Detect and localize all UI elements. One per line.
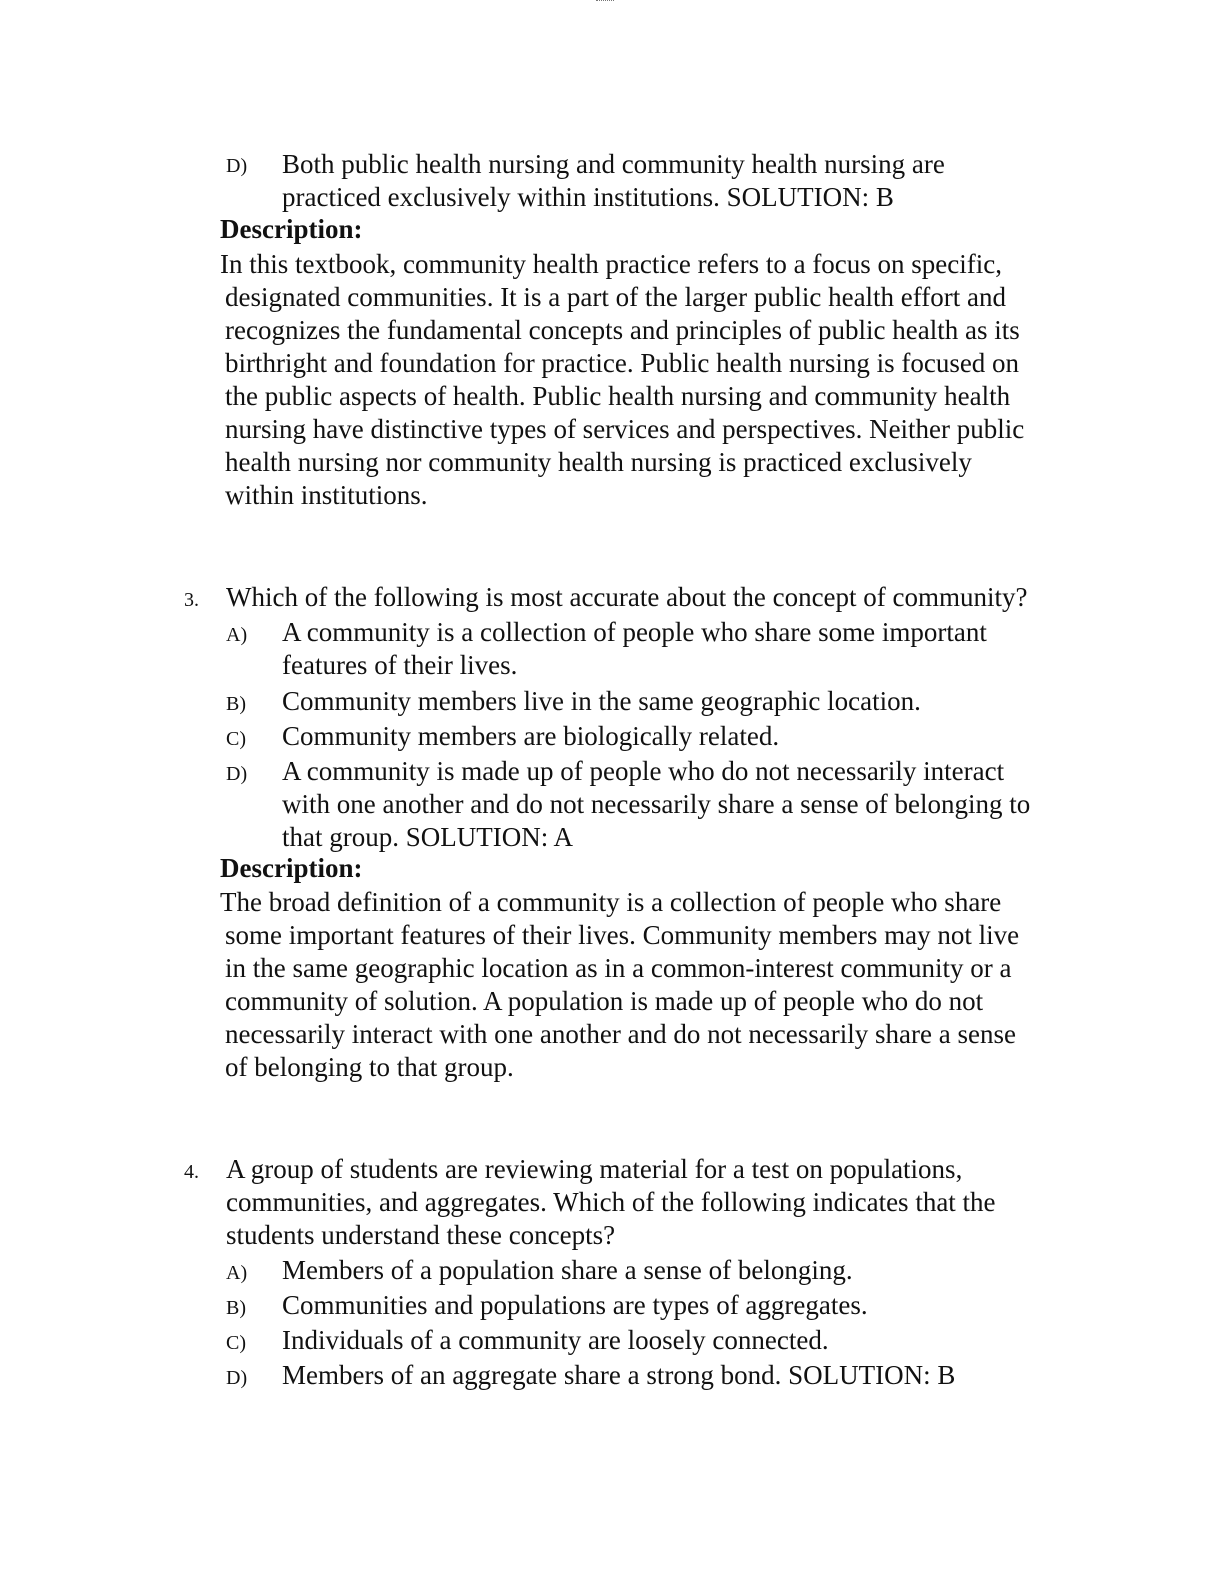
q2-description-line: designated communities. It is a part of the larger public health effort and — [225, 282, 1007, 312]
q3-option-d-label: D) — [226, 763, 248, 785]
q2-description-line: nursing have distinctive types of services and perspectives. Neither public — [225, 414, 1025, 444]
q4-number: 4. — [184, 1161, 199, 1183]
q3-option-a-line2: features of their lives. — [282, 650, 518, 680]
q2-description-line: the public aspects of health. Public health nursing and community health — [225, 381, 1011, 411]
q4-option-c-label: C) — [226, 1332, 246, 1354]
q2-description-line: birthright and foundation for practice. Public health nursing is focused on — [225, 348, 1020, 378]
q3-option-d-line2: with one another and do not necessarily share a sense of belonging to — [282, 789, 1031, 819]
q2-description-line: In this textbook, community health practice refers to a focus on specific, — [220, 249, 1002, 279]
q4-option-d-line1: Members of an aggregate share a strong bond. SOLUTION: B — [282, 1360, 956, 1390]
q3-option-d-line1: A community is made up of people who do not necessarily interact — [282, 756, 1005, 786]
q4-question-line2: communities, and aggregates. Which of the following indicates that the — [226, 1187, 996, 1217]
q3-description-line: The broad definition of a community is a collection of people who share — [220, 887, 1002, 917]
q2-description-text — [220, 248, 1024, 512]
q3-option-b-line1: Community members live in the same geographic location. — [282, 686, 921, 716]
q4-option-d-label: D) — [226, 1367, 248, 1389]
q2-option-d-line1: Both public health nursing and community health nursing are — [282, 149, 945, 179]
q3-option-b-label: B) — [226, 693, 246, 715]
q4-option-b-label: B) — [226, 1297, 246, 1319]
q4-option-b-line1: Communities and populations are types of aggregates. — [282, 1290, 868, 1320]
q3-description-line: of belonging to that group. — [225, 1052, 514, 1082]
q4-option-a-line1: Members of a population share a sense of belonging. — [282, 1255, 853, 1285]
q4-option-a-label: A) — [226, 1262, 248, 1284]
q3-option-a-line1: A community is a collection of people who share some important — [282, 617, 987, 647]
q2-option-d-line2: practiced exclusively within institutions. SOLUTION: B — [282, 182, 894, 212]
q3-description-line: some important features of their lives. Community members may not live — [225, 920, 1020, 950]
q3-option-c-label: C) — [226, 728, 246, 750]
q4-option-c-line1: Individuals of a community are loosely connected. — [282, 1325, 829, 1355]
q3-description-line: necessarily interact with one another and do not necessarily share a sense — [225, 1019, 1016, 1049]
q2-description-line: recognizes the fundamental concepts and principles of public health as its — [225, 315, 1020, 345]
q2-description-heading: Description: — [220, 214, 363, 244]
page-top-mark — [596, 0, 614, 3]
q3-option-a-label: A) — [226, 624, 248, 646]
q3-description-line: community of solution. A population is made up of people who do not — [225, 986, 984, 1016]
q2-description-line: within institutions. — [225, 480, 428, 510]
q3-description-line: in the same geographic location as in a common-interest community or a — [225, 953, 1012, 983]
q3-description-heading: Description: — [220, 853, 363, 883]
q3-option-c-line1: Community members are biologically related. — [282, 721, 780, 751]
q4-question-line3: students understand these concepts? — [226, 1220, 616, 1250]
q3-option-d-line3: that group. SOLUTION: A — [282, 822, 573, 852]
q4-question-line1: A group of students are reviewing material for a test on populations, — [226, 1154, 963, 1184]
q3-question: Which of the following is most accurate about the concept of community? — [226, 582, 1028, 612]
q2-description-line: health nursing nor community health nursing is practiced exclusively — [225, 447, 972, 477]
q3-description-text — [220, 886, 1019, 1084]
q3-number: 3. — [184, 589, 199, 611]
q2-option-d-label: D) — [226, 155, 248, 177]
